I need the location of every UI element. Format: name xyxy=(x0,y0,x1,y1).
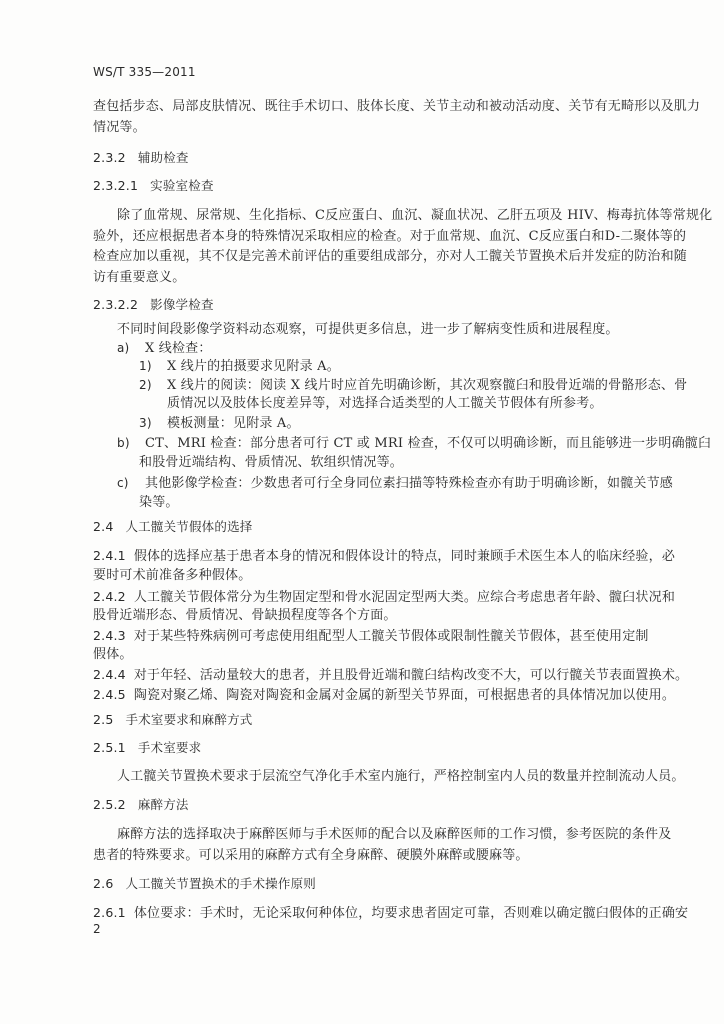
section-title: 辅助检查 xyxy=(137,150,189,165)
list-marker: b) xyxy=(117,436,130,450)
section-number: 2.6 xyxy=(93,876,114,891)
section-number: 2.5.1 xyxy=(93,740,126,755)
paragraph-line: 股骨近端形态、骨质情况、骨缺损程度等各个方面。 xyxy=(93,608,397,623)
paragraph-line: 麻醉方法的选择取决于麻醉医师与手术医师的配合以及麻醉医师的工作习惯，参考医院的条件及 xyxy=(117,827,672,842)
clause-number: 2.6.1 xyxy=(93,905,126,920)
list-item-text: 其他影像学检查：少数患者可行全身同位素扫描等特殊检查亦有助于明确诊断，如髋关节感 xyxy=(145,476,674,491)
section-number: 2.4 xyxy=(93,519,114,534)
section-number: 2.3.2.2 xyxy=(93,297,139,312)
list-item-text: CT、MRI 检查：部分患者可行 CT 或 MRI 检查，不仅可以明确诊断，而且能够进一步明确髋臼 xyxy=(145,436,712,451)
section-title: 人工髋关节假体的选择 xyxy=(125,519,253,534)
clause-number: 2.4.3 xyxy=(93,628,126,643)
list-marker: 2) xyxy=(139,378,152,392)
clause-2-4-1 xyxy=(93,548,675,565)
list-marker: 3) xyxy=(139,416,152,430)
section-title: 手术室要求和麻醉方式 xyxy=(125,712,253,727)
list-item-a2 xyxy=(139,377,687,394)
paragraph-line: 情况等。 xyxy=(93,120,146,135)
section-heading-2-5-1 xyxy=(93,740,201,756)
list-item-text: X 线检查： xyxy=(145,341,212,356)
list-marker: c) xyxy=(117,476,129,490)
list-item-text: X 线片的阅读：阅读 X 线片时应首先明确诊断，其次观察髋臼和股骨近端的骨骼形态、骨 xyxy=(167,378,688,393)
section-title: 手术室要求 xyxy=(137,740,202,755)
clause-2-6-1 xyxy=(93,905,688,922)
section-heading-2-3-2-2 xyxy=(93,297,214,313)
section-heading-2-4 xyxy=(93,519,253,535)
section-title: 影像学检查 xyxy=(150,297,214,312)
clause-number: 2.4.1 xyxy=(93,548,126,563)
page-number: 2 xyxy=(93,922,101,936)
section-heading-2-5-2 xyxy=(93,797,189,813)
clause-text: 人工髋关节假体常分为生物固定型和骨水泥固定型两大类。应综合考虑患者年龄、髋臼状况和 xyxy=(133,590,676,605)
section-heading-2-5 xyxy=(93,712,253,728)
paragraph-line: 验外，还应根据患者本身的特殊情况采取相应的检查。对于血常规、血沉、C反应蛋白和D-二聚体等的 xyxy=(93,229,687,244)
section-number: 2.5 xyxy=(93,712,114,727)
standard-id: WS/T 335—2011 xyxy=(93,65,196,79)
clause-text: 陶瓷对聚乙烯、陶瓷对陶瓷和金属对金属的新型关节界面，可根据患者的具体情况加以使用。 xyxy=(133,688,676,703)
section-heading-2-3-2-1 xyxy=(93,178,214,194)
list-item-a1 xyxy=(139,358,340,375)
clause-text: 对于某些特殊病例可考虑使用组配型人工髋关节假体或限制性髋关节假体，甚至使用定制 xyxy=(133,629,649,644)
list-marker: a) xyxy=(117,341,130,355)
clause-2-4-2 xyxy=(93,589,675,606)
clause-2-4-5 xyxy=(93,687,675,704)
paragraph-line: 访有重要意义。 xyxy=(93,270,186,285)
section-heading-2-3-2 xyxy=(93,150,189,166)
clause-number: 2.4.5 xyxy=(93,687,126,702)
section-number: 2.5.2 xyxy=(93,797,126,812)
list-item-c xyxy=(117,475,673,492)
list-item-b xyxy=(117,435,711,452)
clause-2-4-4 xyxy=(93,667,688,684)
clause-2-4-3 xyxy=(93,628,649,645)
paragraph-line: 检查应加以重视，其不仅是完善术前评估的重要组成部分，亦对人工髋关节置换术后并发症的防治和随 xyxy=(93,249,688,264)
clause-text: 对于年轻、活动量较大的患者，并且股骨近端和髋臼结构改变不大，可以行髋关节表面置换术。 xyxy=(133,668,689,683)
clause-text: 体位要求：手术时，无论采取何种体位，均要求患者固定可靠，否则难以确定髋臼假体的正确安 xyxy=(133,906,689,921)
list-item-a xyxy=(117,340,212,357)
section-number: 2.3.2 xyxy=(93,150,126,165)
list-item-continuation: 和股骨近端结构、骨质情况、软组织情况等。 xyxy=(139,455,404,470)
paragraph-line: 患者的特殊要求。可以采用的麻醉方式有全身麻醉、硬膜外麻醉或腰麻等。 xyxy=(93,848,529,863)
clause-text: 假体的选择应基于患者本身的情况和假体设计的特点，同时兼顾手术医生本人的临床经验，必 xyxy=(133,549,676,564)
list-item-text: X 线片的拍摄要求见附录 A。 xyxy=(167,359,340,374)
paragraph-line: 查包括步态、局部皮肤情况、既往手术切口、肢体长度、关节主动和被动活动度、关节有无畸形以及肌力 xyxy=(93,99,701,114)
paragraph-line: 要时可术前准备多种假体。 xyxy=(93,568,252,583)
section-number: 2.3.2.1 xyxy=(93,178,139,193)
section-title: 人工髋关节置换术的手术操作原则 xyxy=(125,876,316,891)
list-item-text: 模板测量：见附录 A。 xyxy=(167,416,300,431)
list-item-continuation: 质情况以及肢体长度差异等，对选择合适类型的人工髋关节假体有所参考。 xyxy=(167,396,603,411)
section-heading-2-6 xyxy=(93,876,316,892)
paragraph-line: 假体。 xyxy=(93,647,133,662)
paragraph-line: 人工髋关节置换术要求于层流空气净化手术室内施行，严格控制室内人员的数量并控制流动人员。 xyxy=(117,769,685,784)
clause-number: 2.4.2 xyxy=(93,589,126,604)
list-item-a3 xyxy=(139,415,300,432)
section-title: 麻醉方法 xyxy=(137,797,189,812)
paragraph-line: 除了血常规、尿常规、生化指标、C反应蛋白、血沉、凝血状况、乙肝五项及 HIV、梅毒抗体等常规化 xyxy=(117,208,713,223)
list-item-continuation: 染等。 xyxy=(139,495,179,510)
list-marker: 1) xyxy=(139,359,152,373)
paragraph-line: 不同时间段影像学资料动态观察，可提供更多信息，进一步了解病变性质和进展程度。 xyxy=(117,322,619,337)
section-title: 实验室检查 xyxy=(150,178,214,193)
clause-number: 2.4.4 xyxy=(93,667,126,682)
